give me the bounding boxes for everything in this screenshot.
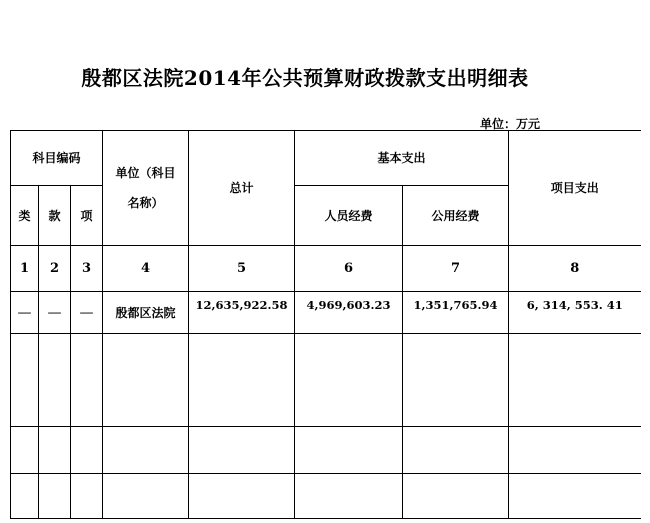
col-number: 5 <box>189 246 295 292</box>
cell-public: 1,351,765.94 <box>403 292 509 334</box>
header-basic: 基本支出 <box>295 131 509 186</box>
cell-kuan: — <box>39 292 71 334</box>
table-row <box>11 292 641 334</box>
col-number: 2 <box>39 246 71 292</box>
expenditure-table <box>10 130 641 519</box>
col-number: 7 <box>403 246 509 292</box>
cell-unit-name: 殷都区法院 <box>103 292 189 334</box>
header-unit-name-text: 单位（科目名称） <box>115 166 176 210</box>
cell-xiang: — <box>71 292 103 334</box>
header-subject-code: 科目编码 <box>11 131 103 186</box>
cell-total: 12,635,922.58 <box>189 292 295 334</box>
empty-row <box>11 474 641 519</box>
col-number: 4 <box>103 246 189 292</box>
unit-label: 单位：万元 <box>480 117 541 131</box>
header-project: 项目支出 <box>509 131 641 246</box>
cell-lei: — <box>11 292 39 334</box>
cell-personnel: 4,969,603.23 <box>295 292 403 334</box>
empty-row <box>11 334 641 427</box>
header-total: 总计 <box>189 131 295 246</box>
page-title: 殷都区法院2014年公共预算财政拨款支出明细表 <box>81 66 529 90</box>
col-number: 8 <box>509 246 641 292</box>
header-personnel: 人员经费 <box>295 186 403 246</box>
cell-project: 6, 314, 553. 41 <box>509 292 641 334</box>
header-public: 公用经费 <box>403 186 509 246</box>
col-number: 3 <box>71 246 103 292</box>
col-number: 1 <box>11 246 39 292</box>
header-unit-name <box>103 131 189 246</box>
header-kuan: 款 <box>39 186 71 246</box>
empty-row <box>11 427 641 474</box>
col-number: 6 <box>295 246 403 292</box>
header-xiang: 项 <box>71 186 103 246</box>
header-lei: 类 <box>11 186 39 246</box>
